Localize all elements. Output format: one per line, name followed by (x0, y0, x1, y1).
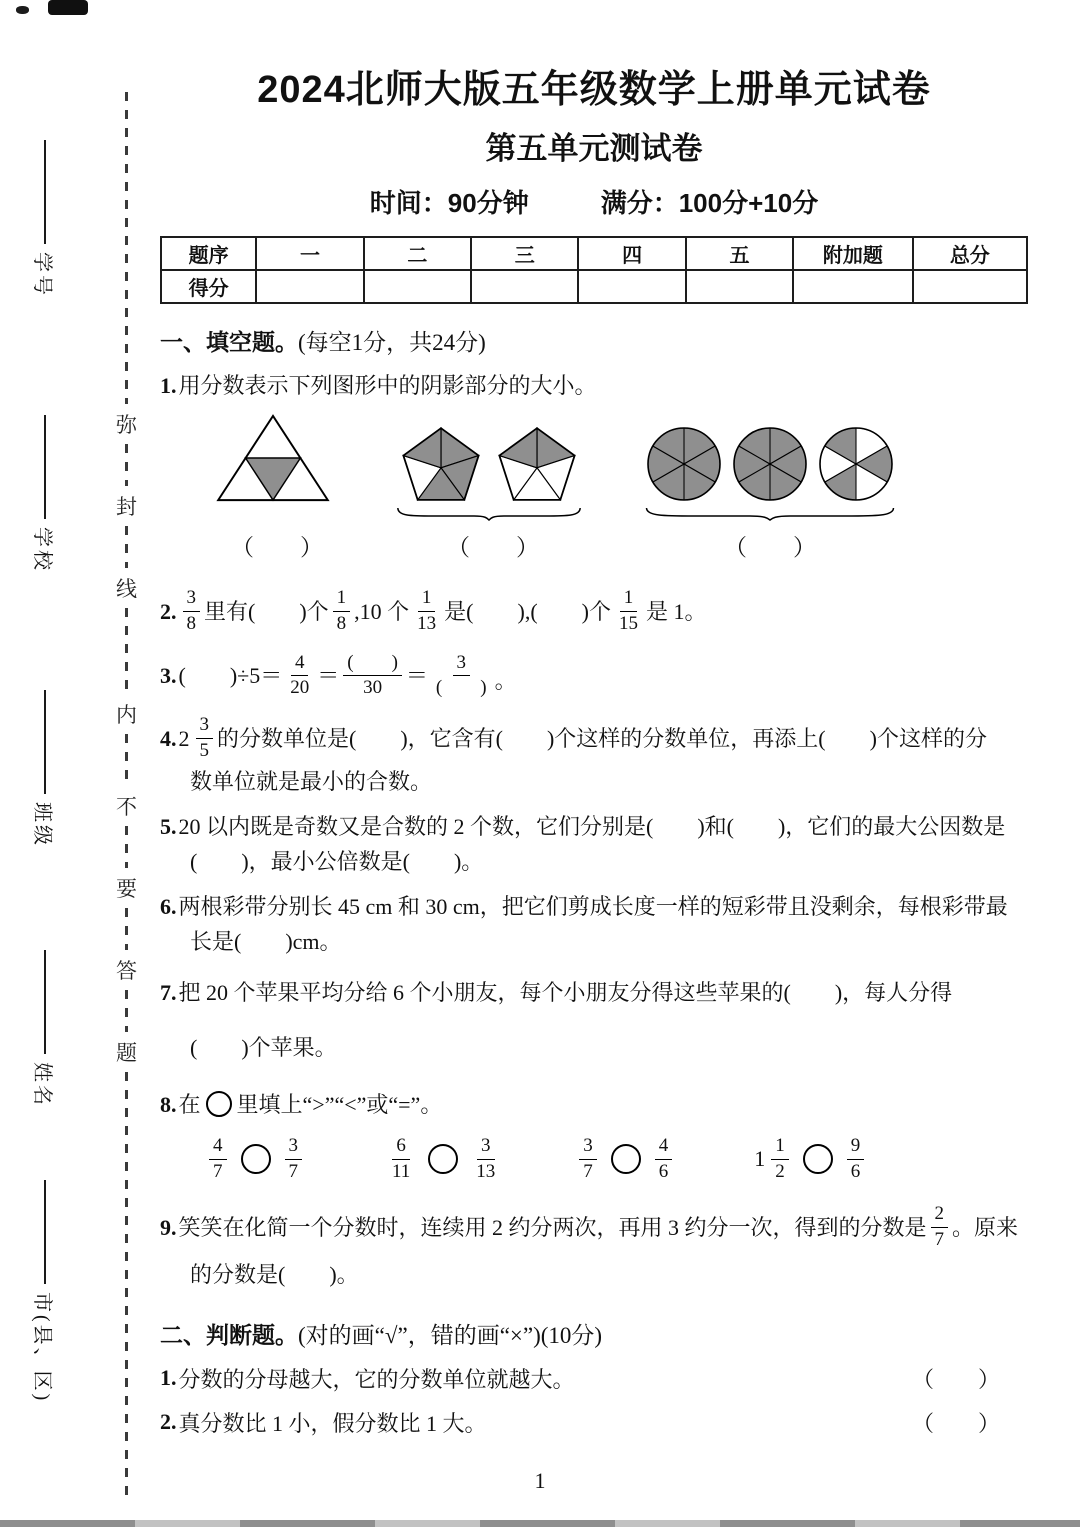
pentagon-figure-1 (396, 419, 486, 504)
score-input-cell (793, 270, 913, 303)
question-text: 数单位就是最小的合数。 (190, 768, 433, 794)
answer-blank: （ ） (447, 535, 539, 560)
question-text: ,10 个 (354, 598, 410, 624)
question-9 (160, 1203, 1028, 1252)
score-input-cell (578, 270, 685, 303)
q1-answer-blanks (160, 529, 1028, 563)
question-number: 9. (160, 1215, 177, 1241)
seal-char: 线 (116, 577, 137, 601)
question-text: 在 (178, 1091, 201, 1117)
question-text: ( )÷5＝ (178, 663, 283, 689)
question-text: 的分数是( )。 (190, 1261, 359, 1287)
underbrace-icon (396, 507, 582, 521)
fraction: $\frac{1}{15}$ (618, 587, 638, 634)
question-text: 20 以内既是奇数又是合数的 2 个数，它们分别是( )和( )，它们的最大公因数是 (178, 813, 1006, 839)
fraction: $\frac{6}{11}$ (392, 1134, 411, 1182)
fill-line (44, 950, 46, 1054)
question-7-continued (160, 1031, 1028, 1064)
question-text: 是 1。 (645, 598, 707, 624)
field-school (30, 415, 59, 573)
score-input-cell (686, 270, 793, 303)
seal-dash (125, 1072, 128, 1502)
fraction: $\frac{( )}{30}$ (343, 652, 402, 701)
question-text: 笑笑在化简一个分数时，连续用 2 约分两次，再用 3 约分一次，得到的分数是 (178, 1215, 927, 1241)
score-header-cell: 五 (686, 237, 793, 270)
score-table (160, 236, 1028, 304)
question-text: 长是( )cm。 (190, 928, 342, 954)
score-header-cell: 题序 (161, 237, 256, 270)
fraction: $\frac{1}{8}$ (333, 587, 351, 636)
section2-heading (160, 1317, 1028, 1350)
question-text: 。原来 (952, 1215, 1019, 1241)
compare-circle-icon (611, 1144, 641, 1174)
main-content (160, 58, 1028, 1438)
seal-char: 答 (116, 959, 137, 983)
question-number: 5. (160, 813, 177, 839)
fraction: $\frac{3}{( )}$ (435, 651, 487, 699)
triangle-figure-group (212, 412, 334, 521)
seal-char: 不 (116, 795, 137, 819)
seal-char: 弥 (116, 413, 137, 437)
score-table-score-row (161, 270, 1027, 303)
label-class: 班级 (31, 802, 53, 848)
q1-figures (160, 412, 1028, 521)
seal-dash (125, 908, 128, 950)
question-8 (160, 1088, 1028, 1121)
comparison-1 (205, 1135, 306, 1184)
equals-sign: ＝ (405, 663, 428, 689)
paper-subtitle: 第五单元测试卷 (485, 131, 703, 166)
seal-dash (125, 734, 128, 786)
question-9-continued (160, 1258, 1028, 1291)
seal-char: 题 (116, 1041, 137, 1065)
question-text: 两根彩带分别长 45 cm 和 30 cm，把它们剪成长度一样的短彩带且没剩余，每根彩带最 (178, 893, 1008, 919)
meta-score: 满分：100分+10分 (600, 188, 819, 218)
score-header-cell: 三 (471, 237, 578, 270)
fill-line (44, 415, 46, 519)
field-class (30, 690, 59, 848)
question-text: ( )，最小公倍数是( )。 (190, 848, 484, 874)
score-input-cell (256, 270, 363, 303)
scan-edge-strip (0, 1520, 1080, 1527)
question-number: 8. (160, 1091, 177, 1117)
answer-blank: （ ） (231, 535, 323, 560)
seal-dash (125, 526, 128, 568)
seal-line (116, 92, 137, 1502)
answer-blank: （ ） (911, 1366, 1000, 1392)
question-4 (160, 714, 1028, 763)
label-name: 姓名 (31, 1062, 53, 1108)
score-input-cell (471, 270, 578, 303)
question-number: 2. (160, 598, 177, 624)
score-header-cell: 总分 (913, 237, 1027, 270)
fraction: $\frac{3}{7}$ (285, 1135, 303, 1184)
fill-circle-icon (206, 1091, 232, 1117)
question-text: 是( ),( )个 (444, 598, 611, 624)
score-input-cell (913, 270, 1027, 303)
answer-blank: （ ） (724, 535, 816, 560)
paper-title: 2024北师大版五年级数学上册单元试卷 (257, 69, 931, 111)
q8-comparisons (160, 1135, 1028, 1184)
score-header-cell: 附加题 (793, 237, 913, 270)
circle-shapes (644, 424, 896, 504)
question-text: 的分数单位是( )，它含有( )个这样的分数单位，再添上( )个这样的分 (217, 725, 987, 751)
fill-line (44, 1180, 46, 1284)
seal-char: 内 (116, 703, 137, 727)
question-text: 把 20 个苹果平均分给 6 个小朋友，每个小朋友分得这些苹果的( )，每人分得 (178, 979, 953, 1005)
fraction: $\frac{3}{8}$ (183, 587, 201, 636)
question-text: 里有( )个 (204, 598, 329, 624)
question-3 (160, 652, 1028, 701)
circle-figure-group (644, 424, 896, 521)
answer-blank: （ ） (911, 1410, 1000, 1436)
triangle-figure (212, 412, 334, 504)
pentagon-shapes (396, 419, 582, 504)
score-table-header-row (161, 237, 1027, 270)
judge-question-1 (160, 1363, 1028, 1394)
seal-char: 要 (116, 877, 137, 901)
page-number: 1 (534, 1468, 546, 1493)
punctuation: 。 (494, 668, 517, 694)
field-student-number (30, 140, 59, 298)
question-number: 1. (160, 1365, 177, 1391)
circle-figure-2 (730, 424, 810, 504)
seal-char: 封 (116, 495, 137, 519)
compare-circle-icon (241, 1144, 271, 1174)
question-6 (160, 890, 1028, 923)
question-text: 里填上“>”“<”或“=”。 (236, 1091, 443, 1117)
paper-meta (160, 183, 1028, 220)
question-number: 2. (160, 1409, 177, 1435)
pentagon-figure-group (396, 419, 582, 521)
score-header-cell: 二 (364, 237, 471, 270)
question-number: 7. (160, 979, 177, 1005)
fraction: $\frac{4}{6}$ (655, 1135, 673, 1184)
question-text: 分数的分母越大，它的分数单位就越大。 (178, 1366, 575, 1392)
section1-title: 一、填空题。 (160, 330, 298, 355)
score-input-cell (364, 270, 471, 303)
section2-title: 二、判断题。 (160, 1322, 298, 1348)
question-text: ( )个苹果。 (190, 1034, 337, 1060)
fraction: $\frac{9}{6}$ (847, 1135, 865, 1184)
question-number: 1. (160, 373, 177, 398)
question-text: 用分数表示下列图形中的阴影部分的大小。 (178, 373, 597, 398)
fraction: $\frac{1}{2}$ (771, 1135, 789, 1184)
question-number: 6. (160, 893, 177, 919)
comparison-2 (384, 1135, 503, 1184)
fill-line (44, 140, 46, 244)
seal-dash (125, 444, 128, 486)
field-city-county (30, 1180, 59, 1403)
section1-heading (160, 324, 1028, 357)
meta-time: 时间：90分钟 (369, 188, 529, 218)
circle-figure-3 (816, 424, 896, 504)
mixed-number-whole: 2 (178, 725, 190, 751)
judge-question-2 (160, 1407, 1028, 1438)
fraction: $\frac{3}{7}$ (579, 1135, 597, 1184)
seal-dash (125, 826, 128, 868)
scan-mark (16, 6, 29, 14)
section1-note: (每空1分，共24分) (298, 330, 486, 355)
question-7 (160, 976, 1028, 1009)
seal-dash (125, 990, 128, 1032)
label-city-county: 市(县、区) (31, 1292, 53, 1404)
fraction: $\frac{4}{7}$ (209, 1135, 227, 1184)
fraction: $\frac{2}{7}$ (931, 1203, 949, 1252)
question-number: 3. (160, 663, 177, 689)
equals-sign: ＝ (317, 663, 340, 689)
fraction: $\frac{3}{5}$ (196, 714, 214, 763)
score-row-label: 得分 (161, 270, 256, 303)
scan-mark (48, 0, 88, 15)
fraction: $\frac{1}{13}$ (417, 587, 437, 634)
comparison-3 (575, 1135, 676, 1184)
label-school: 学校 (31, 527, 53, 573)
question-text: 真分数比 1 小，假分数比 1 大。 (178, 1410, 487, 1436)
seal-dash (125, 608, 128, 694)
question-number: 4. (160, 725, 177, 751)
fraction: $\frac{3}{13}$ (476, 1134, 496, 1182)
score-header-cell: 一 (256, 237, 363, 270)
question-4-continued (160, 765, 1028, 798)
question-5-continued (160, 845, 1028, 878)
pentagon-figure-2 (492, 419, 582, 504)
question-1 (160, 369, 1028, 402)
underbrace-icon (644, 507, 896, 521)
fraction: $\frac{4}{20}$ (290, 651, 310, 699)
compare-circle-icon (803, 1144, 833, 1174)
question-5 (160, 810, 1028, 843)
label-student-number: 学号 (31, 252, 53, 298)
circle-figure-1 (644, 424, 724, 504)
question-2 (160, 587, 1028, 636)
field-name (30, 950, 59, 1108)
question-6-continued (160, 925, 1028, 958)
compare-circle-icon (428, 1144, 458, 1174)
fill-line (44, 690, 46, 794)
seal-dash (125, 92, 128, 404)
comparison-4 (754, 1135, 868, 1184)
section2-note: (对的画“√”，错的画“×”)(10分) (298, 1322, 603, 1348)
score-header-cell: 四 (578, 237, 685, 270)
mixed-number-whole: 1 (754, 1146, 766, 1172)
